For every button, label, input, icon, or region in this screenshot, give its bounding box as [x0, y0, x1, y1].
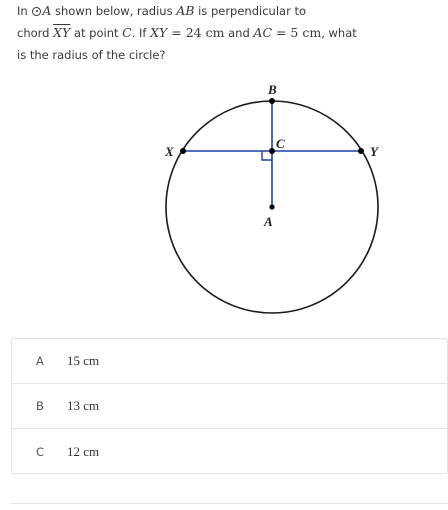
label-b: B [268, 82, 277, 97]
label-a: A [264, 214, 273, 229]
point-a [269, 204, 274, 209]
answer-letter: A [36, 354, 44, 368]
point-c [269, 148, 275, 154]
answer-option-c[interactable] [12, 429, 447, 474]
question-line-1: In A shown below, radius AB is perpendicular to [17, 3, 306, 18]
point-y [358, 148, 364, 154]
answer-letter: C [36, 444, 45, 459]
label-x: X [165, 144, 174, 159]
question-line-3: is the radius of the circle? [17, 48, 166, 62]
question-line-2: chord XY at point C. If XY = 24 cm and AC = 5 cm, what [17, 25, 357, 40]
label-y: Y [370, 144, 378, 159]
answer-text: 15 cm [67, 353, 100, 368]
answer-option-a[interactable] [12, 339, 447, 384]
answer-text: 12 cm [67, 443, 100, 459]
answer-choices [11, 338, 448, 474]
point-x [180, 148, 186, 154]
answer-text: 13 cm [67, 398, 100, 413]
divider [11, 503, 448, 504]
answer-letter: B [36, 399, 44, 413]
answer-option-b[interactable] [12, 384, 447, 429]
point-b [269, 98, 275, 104]
label-c: C [276, 136, 285, 151]
